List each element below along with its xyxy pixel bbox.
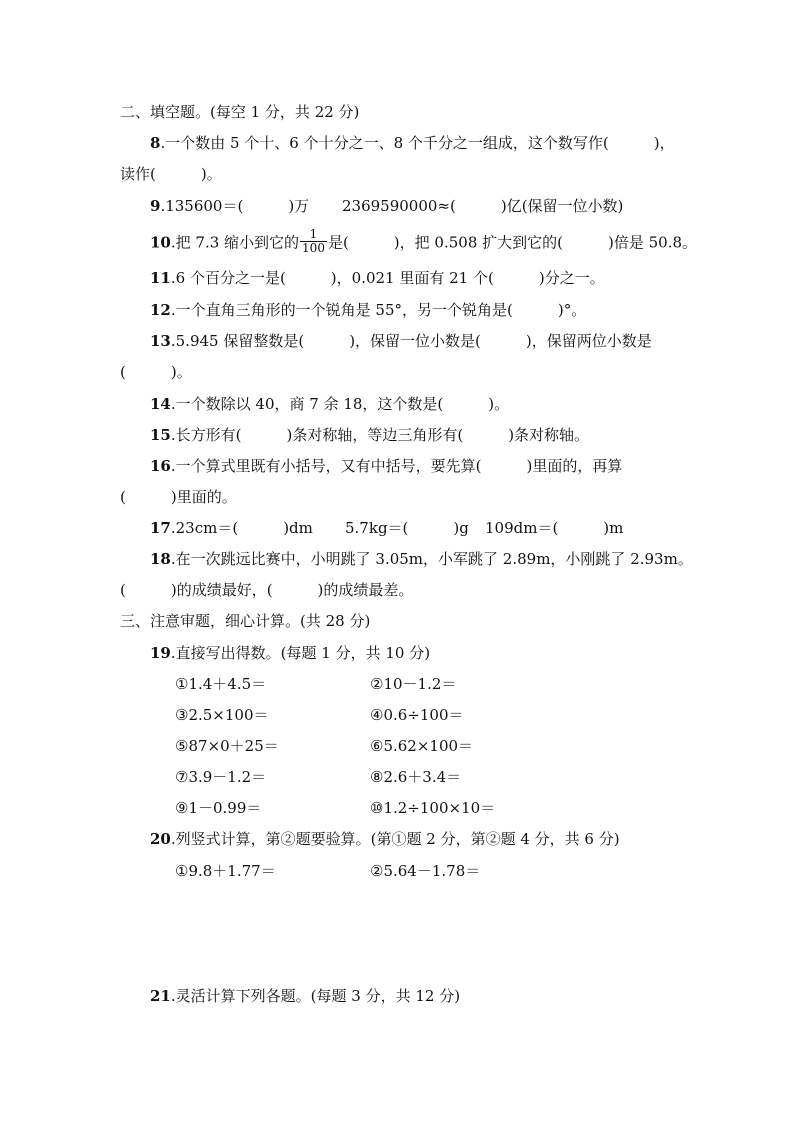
- question-17: [150, 518, 313, 538]
- question-number: 12: [150, 301, 171, 319]
- question-text: .一个直角三角形的一个锐角是 55°，另一个锐角是( )°。: [170, 301, 587, 319]
- question-17-part-b: 5.7kg＝( )g: [345, 519, 469, 537]
- fraction-numerator: 1: [300, 228, 327, 242]
- section-3-title: 三、注意审题，细心计算。(共 28 分): [120, 612, 371, 630]
- question-14: [150, 394, 509, 414]
- question-number: 14: [150, 395, 171, 413]
- question-16: [150, 456, 622, 476]
- question-number: 21: [150, 987, 171, 1005]
- question-15: [150, 425, 589, 445]
- question-number: 19: [150, 644, 171, 662]
- calc-item-7: ⑦3.9－1.2＝: [175, 768, 267, 786]
- question-text: .灵活计算下列各题。(每题 3 分，共 12 分): [170, 987, 461, 1005]
- calc-item-10: ⑩1.2÷100×10＝: [370, 799, 496, 817]
- question-13-continuation: ( )。: [120, 363, 192, 381]
- question-text: .5.945 保留整数是( )，保留一位小数是( )，保留两位小数是: [170, 332, 652, 350]
- question-text: .一个数除以 40，商 7 余 18，这个数是( )。: [170, 395, 510, 413]
- question-text: .一个算式里既有小括号，又有中括号，要先算( )里面的，再算: [170, 457, 623, 475]
- question-text: .在一次跳远比赛中，小明跳了 3.05m，小军跳了 2.89m，小刚跳了 2.93m。: [170, 550, 693, 568]
- question-text: .6 个百分之一是( )，0.021 里面有 21 个( )分之一。: [170, 269, 605, 287]
- calc-item-1: ①1.4＋4.5＝: [175, 675, 267, 693]
- question-19: [150, 643, 430, 663]
- calc-item-3: ③2.5×100＝: [175, 706, 269, 724]
- question-21: [150, 986, 460, 1006]
- fraction-one-hundredth: [300, 228, 327, 255]
- calc-item-4: ④0.6÷100＝: [370, 706, 464, 724]
- question-text: .列竖式计算，第②题要验算。(第①题 2 分，第②题 4 分，共 6 分): [170, 830, 620, 848]
- question-text-part-b: 是( )，把 0.508 扩大到它的( )倍是 50.8。: [327, 233, 698, 252]
- question-number: 16: [150, 457, 171, 475]
- vertical-calc-item-1: ①9.8＋1.77＝: [175, 862, 276, 880]
- question-10: [150, 227, 698, 257]
- question-8: [150, 133, 675, 153]
- question-number: 11: [150, 269, 171, 287]
- question-number: 18: [150, 550, 171, 568]
- question-text-part-a: .把 7.3 缩小到它的: [170, 233, 300, 252]
- question-text: .直接写出得数。(每题 1 分，共 10 分): [170, 644, 431, 662]
- question-17-part-c: 109dm＝( )m: [485, 519, 624, 537]
- vertical-calc-item-2: ②5.64－1.78＝: [370, 862, 481, 880]
- question-number: 20: [150, 830, 171, 848]
- fraction-denominator: 100: [302, 241, 325, 255]
- calc-item-9: ⑨1－0.99＝: [175, 799, 262, 817]
- question-18-continuation: ( )的成绩最好，( )的成绩最差。: [120, 581, 414, 599]
- section-2-title: 二、填空题。(每空 1 分，共 22 分): [120, 103, 360, 121]
- question-number: 15: [150, 426, 171, 444]
- calc-item-6: ⑥5.62×100＝: [370, 737, 474, 755]
- calc-item-2: ②10－1.2＝: [370, 675, 457, 693]
- question-text: .长方形有( )条对称轴，等边三角形有( )条对称轴。: [170, 426, 590, 444]
- calc-item-8: ⑧2.6＋3.4＝: [370, 768, 462, 786]
- question-number: 8: [150, 134, 161, 152]
- question-number: 9: [150, 197, 161, 215]
- question-number: 13: [150, 332, 171, 350]
- question-text: .一个数由 5 个十、6 个十分之一、8 个千分之一组成，这个数写作( )，: [160, 134, 675, 152]
- question-20: [150, 829, 620, 849]
- calc-item-5: ⑤87×0＋25＝: [175, 737, 279, 755]
- question-16-continuation: ( )里面的。: [120, 488, 237, 506]
- question-number: 17: [150, 519, 171, 537]
- question-13: [150, 331, 652, 351]
- question-8-continuation: 读作( )。: [120, 165, 222, 183]
- question-9-part-b: 2369590000≈( )亿(保留一位小数): [342, 197, 624, 215]
- question-text-part-a: .135600＝( )万: [160, 197, 310, 215]
- question-9: [150, 196, 309, 216]
- question-18: [150, 549, 693, 569]
- question-11: [150, 268, 605, 288]
- question-number: 10: [150, 233, 171, 252]
- question-12: [150, 300, 586, 320]
- question-text-part-a: .23cm＝( )dm: [170, 519, 313, 537]
